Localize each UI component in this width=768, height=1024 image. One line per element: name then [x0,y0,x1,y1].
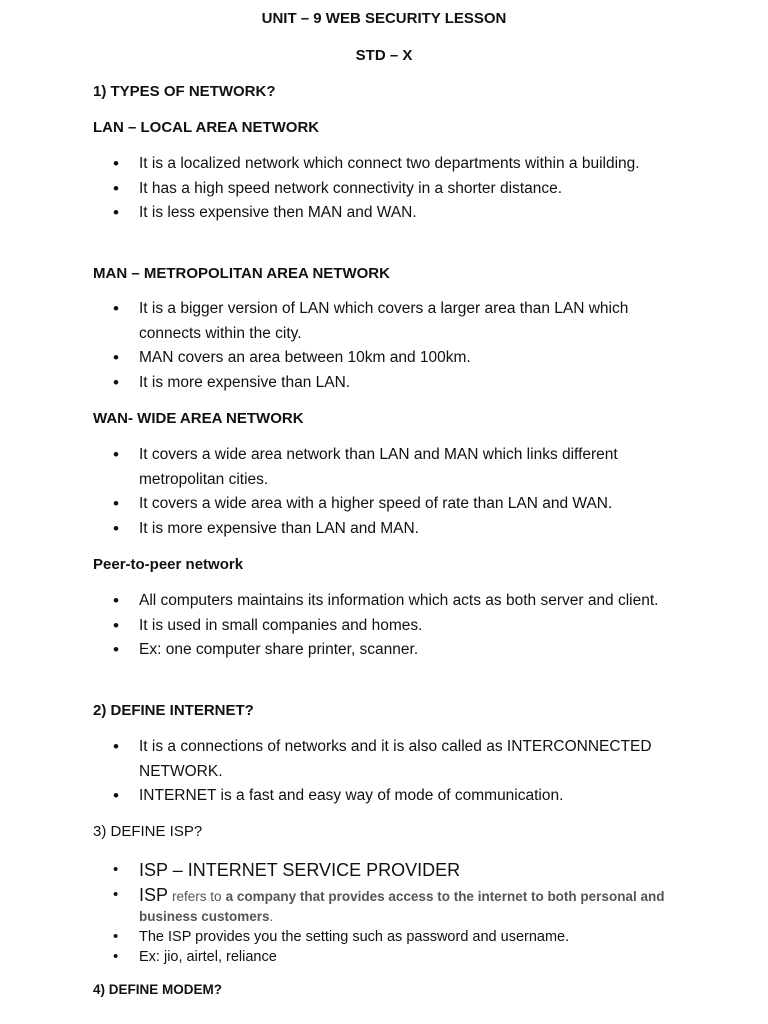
lan-list [113,152,673,226]
list-item: • It is a localized network which connect two departments within a building. [113,152,673,177]
list-item [113,857,673,885]
q4-heading: 4) DEFINE MODEM? [93,982,223,997]
wan-heading: WAN- WIDE AREA NETWORK [93,410,304,427]
lan-heading: LAN – LOCAL AREA NETWORK [93,119,320,136]
q3-heading: 3) DEFINE ISP? [93,823,203,840]
wan-list [113,443,673,541]
list-item: • It is less expensive then MAN and WAN. [113,201,673,226]
list-item: • Ex: one computer share printer, scanner. [113,638,673,663]
list-item: • All computers maintains its information which acts as both server and client. [113,589,673,614]
q1-heading: 1) TYPES OF NETWORK? [93,83,276,100]
document-subtitle: STD – X [355,47,413,64]
man-heading: MAN – METROPOLITAN AREA NETWORK [93,265,390,282]
list-item: • It is more expensive than LAN and MAN. [113,517,673,542]
isp-definition: a company that provides access to the internet to both personal and business customers [139,889,665,924]
document-title: UNIT – 9 WEB SECURITY LESSON [261,10,507,27]
isp-full-form: ISP – INTERNET SERVICE PROVIDER [139,860,461,880]
list-item: • It is used in small companies and homes. [113,614,673,639]
list-item: • It is a bigger version of LAN which covers a larger area than LAN which connects within the city. [113,297,673,346]
q2-heading: 2) DEFINE INTERNET? [93,702,254,719]
list-item [113,885,673,927]
list-item: • It covers a wide area with a higher speed of rate than LAN and WAN. [113,492,673,517]
isp-term: ISP [139,885,169,905]
p2p-list [113,589,673,663]
list-item: • MAN covers an area between 10km and 100km. [113,346,673,371]
isp-refers-text: refers to [172,889,222,904]
list-item: • It has a high speed network connectivity in a shorter distance. [113,177,673,202]
isp-period: . [269,909,274,924]
list-item: • It is a connections of networks and it is also called as INTERCONNECTED NETWORK. [113,735,673,784]
list-item: • INTERNET is a fast and easy way of mode of communication. [113,784,673,809]
man-list [113,297,673,395]
list-item: • It is more expensive than LAN. [113,371,673,396]
internet-list [113,735,673,809]
list-item: • Ex: jio, airtel, reliance [113,947,673,967]
p2p-heading: Peer-to-peer network [93,556,244,573]
isp-list [113,857,673,967]
list-item: • It covers a wide area network than LAN and MAN which links different metropolitan cities. [113,443,673,492]
list-item: • The ISP provides you the setting such as password and username. [113,927,673,947]
